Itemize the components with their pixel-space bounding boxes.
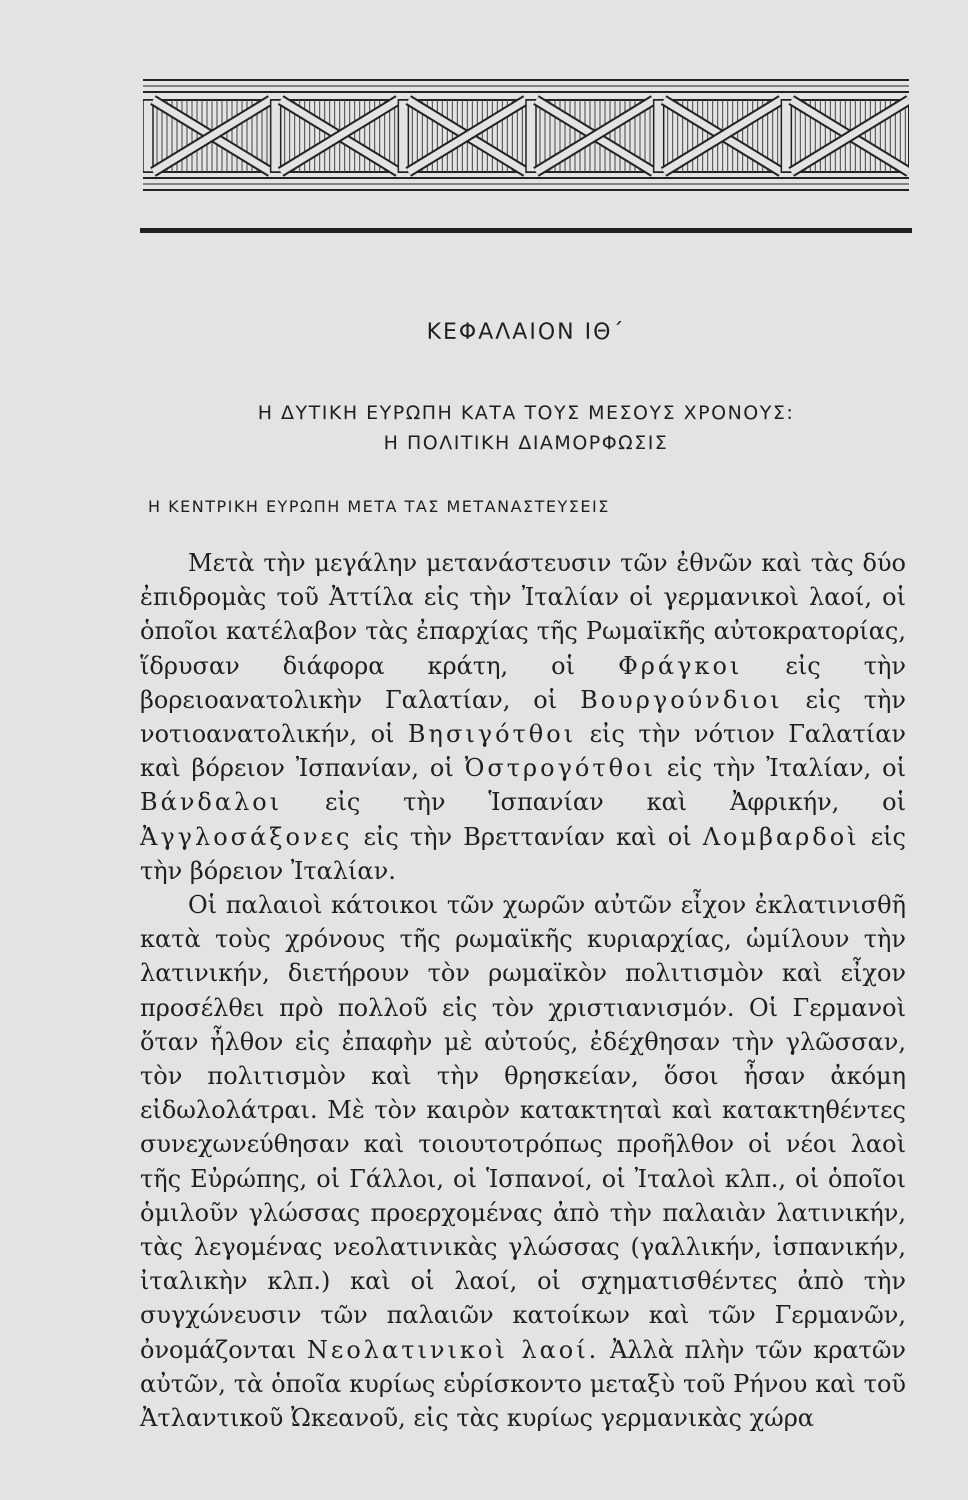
- body-text: [140, 546, 906, 1435]
- people-longobardoi: Λομβαρδοὶ: [702, 822, 860, 851]
- people-frankoi: Φράγκοι: [618, 651, 743, 680]
- section-heading: Η ΚΕΝΤΡΙΚΗ ΕΥΡΩΠΗ ΜΕΤΑ ΤΑΣ ΜΕΤΑΝΑΣΤΕΥΣΕΙΣ: [148, 497, 610, 516]
- p1-text-8: εἰς τὴν βόρειον Ἰταλίαν.: [140, 822, 906, 885]
- chapter-title-line-2: Η ΠΟΛΙΤΙΚΗ ΔΙΑΜΟΡΦΩΣΙΣ: [383, 432, 669, 454]
- p1-text-6: εἰς τὴν Ἱσπανίαν καὶ Ἀφρικήν, οἱ: [325, 788, 906, 817]
- p1-text-4: εἰς τὴν νότιον Γαλατίαν καὶ βόρειον Ἰσπανίαν, οἱ: [140, 720, 906, 783]
- paragraph-1: [140, 546, 906, 888]
- p1-text-7: εἰς τὴν Βρεττανίαν καὶ οἱ: [363, 822, 692, 851]
- paragraph-2: [140, 888, 906, 1435]
- p1-text-1: Μετὰ τὴν μεγάλην μετανάστευσιν τῶν ἐθνῶν καὶ τὰς δύο ἐπιδρομὰς τοῦ Ἀττίλα εἰς τὴν Ἰταλίαν οἱ γερμανικοὶ λαοί, οἱ ὁποῖοι κατέλαβον τὰς ἐπαρχίας τῆς Ρωμαϊκῆς αὐτοκρατορίας, ἵδρυσαν διάφορα κράτη, οἱ: [140, 549, 906, 680]
- p1-text-5: εἰς τὴν Ἰταλίαν, οἱ: [666, 754, 906, 783]
- ornamental-header-band: [143, 78, 909, 192]
- p1-text-3: εἰς τὴν νοτιοανατολικήν, οἱ: [140, 685, 906, 749]
- p1-text-2: εἰς τὴν βορειοανατολικὴν Γαλατίαν, οἱ: [140, 651, 906, 714]
- chapter-title-line-1: Η ΔΥΤΙΚΗ ΕΥΡΩΠΗ ΚΑΤΑ ΤΟΥΣ ΜΕΣΟΥΣ ΧΡΟΝΟΥΣ:: [257, 402, 795, 424]
- people-visigotthoi: Βησιγότθοι: [407, 720, 577, 749]
- people-anglosaxones: Ἀγγλοσάξονες: [140, 822, 353, 851]
- p2-text-1: Οἱ παλαιοὶ κάτοικοι τῶν χωρῶν αὐτῶν εἶχον ἐκλατινισθῆ κατὰ τοὺς χρόνους τῆς ρωμαϊκῆς κυριαρχίας, ὡμίλουν τὴν λατινικήν, διετήρουν τὸν ρωμαϊκὸν πολιτισμὸν καὶ εἶχον προσέλθει πρὸ πολλοῦ εἰς τὸν χριστιανισμόν. Οἱ Γερμανοὶ ὅταν ἦλθον εἰς ἐπαφὴν μὲ αὐτούς, ἐδέχθησαν τὴν γλῶσσαν, τὸν πολιτισμὸν καὶ τὴν θρησκείαν, ὅσοι ἦσαν ἀκόμη εἰδωλολάτραι. Μὲ τὸν καιρὸν κατακτηταὶ καὶ κατακτηθέντες συνεχωνεύθησαν καὶ τοιουτοτρόπως προῆλθον οἱ νέοι λαοὶ τῆς Εὐρώπης, οἱ Γάλλοι, οἱ Ἱσπανοί, οἱ Ἰταλοὶ κλπ., οἱ ὁποῖοι ὁμιλοῦν γλώσσας προερχομένας ἀπὸ τὴν παλαιὰν λατινικήν, τὰς λεγομένας νεολατινικὰς γλώσσας (γαλλικήν, ἱσπανικήν, ἰταλικὴν κλπ.) καὶ οἱ λαοί, οἱ σχηματισθέντες ἀπὸ τὴν συγχώνευσιν τῶν παλαιῶν κατοίκων καὶ τῶν Γερμανῶν, ὀνομάζονται: [140, 891, 906, 1364]
- term-neolatinikoi-laoi: Νεολατινικοὶ λαοί.: [306, 1335, 600, 1364]
- header-rule: [140, 228, 912, 233]
- people-vandaloi: Βάνδαλοι: [140, 788, 283, 817]
- people-ostrogotthoi: Ὀστρογότθοι: [464, 754, 656, 783]
- chapter-heading: ΚΕΦΑΛΑΙΟΝ ΙΘ΄: [426, 320, 626, 345]
- p2-text-2: Ἀλλὰ πλὴν τῶν κρατῶν αὐτῶν, τὰ ὁποῖα κυρίως εὑρίσκοντο μεταξὺ τοῦ Ρήνου καὶ τοῦ Ἀτλαντικοῦ Ὠκεανοῦ, εἰς τὰς κυρίως γερμανικὰς χώρα: [140, 1335, 906, 1433]
- lattice-ornament: [143, 78, 909, 192]
- people-bourgoundioi: Βουργούνδιοι: [580, 685, 783, 714]
